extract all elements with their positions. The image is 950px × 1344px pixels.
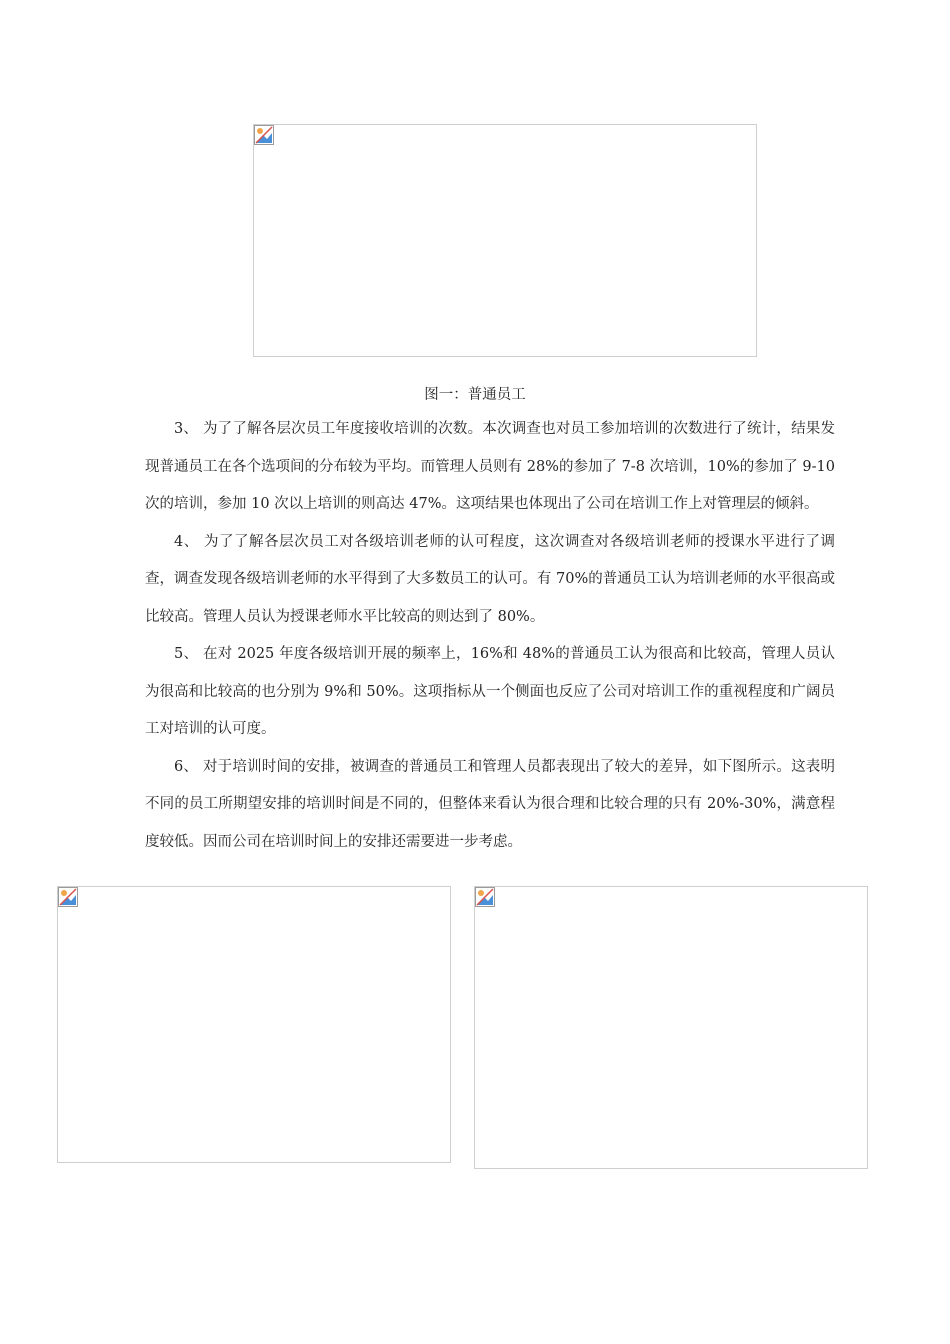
broken-image-icon bbox=[58, 887, 78, 907]
figure-image-top bbox=[253, 124, 757, 357]
figure-image-bottom-left bbox=[57, 886, 451, 1163]
figure-image-bottom-right bbox=[474, 886, 868, 1169]
paragraph-6: 6、 对于培训时间的安排，被调查的普通员工和管理人员都表现出了较大的差异，如下图所示。这表明不同的员工所期望安排的培训时间是不同的，但整体来看认为很合理和比较合理的只有 20%-30%，满意程度较低。因而公司在培训时间上的安排还需要进一步考虑。 bbox=[145, 758, 835, 850]
paragraph-4: 4、 为了了解各层次员工对各级培训老师的认可程度，这次调查对各级培训老师的授课水平进行了调查，调查发现各级培训老师的水平得到了大多数员工的认可。有 70%的普通员工认为培训老师的水平很高或比较高。管理人员认为授课老师水平比较高的则达到了 80%。 bbox=[145, 533, 835, 625]
broken-image-icon bbox=[475, 887, 495, 907]
paragraph-3: 3、 为了了解各层次员工年度接收培训的次数。本次调查也对员工参加培训的次数进行了统计，结果发现普通员工在各个选项间的分布较为平均。而管理人员则有 28%的参加了 7-8 次培训，10%的参加了 9-10 次的培训，参加 10 次以上培训的则高达 47%。这项结果也体现出了公司在培训工作上对管理层的倾斜。 bbox=[145, 421, 835, 512]
paragraph-5: 5、 在对 2025 年度各级培训开展的频率上，16%和 48%的普通员工认为很高和比较高，管理人员认为很高和比较高的也分别为 9%和 50%。这项指标从一个侧面也反应了公司对培训工作的重视程度和广阔员工对培训的认可度。 bbox=[145, 646, 835, 737]
broken-image-icon bbox=[254, 125, 274, 145]
figure-caption: 图一：普通员工 bbox=[424, 387, 526, 403]
body-text bbox=[145, 411, 835, 861]
